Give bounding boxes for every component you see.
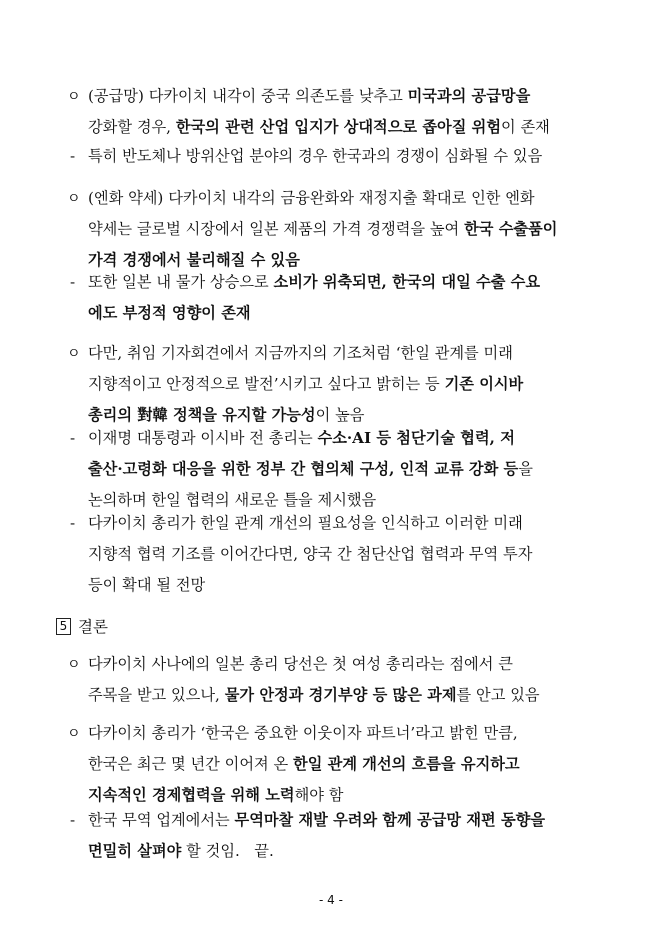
text-span: 다카이치 총리가 한일 관계 개선의 필요성을 인식하고 이러한 미래 — [88, 514, 523, 532]
text-span: 한국은 최근 몇 년간 이어져 온 — [88, 755, 294, 773]
text-line — [66, 748, 626, 779]
text-line — [66, 266, 626, 297]
text-line — [66, 368, 626, 399]
text-span: 이 높음 — [315, 406, 365, 424]
text-span: 이 존재 — [501, 118, 550, 136]
text-span: 강화할 경우, — [88, 118, 176, 136]
text-span: 를 안고 있음 — [456, 686, 540, 704]
text-line — [66, 213, 626, 244]
text-span: 해야 함 — [294, 786, 344, 804]
text-span: 을 — [518, 460, 533, 478]
text-line — [66, 453, 626, 484]
paragraph-outlook — [66, 507, 626, 600]
text-span: 주목을 받고 있으나, — [88, 686, 225, 704]
text-span: (엔화 약세) 다카이치 내각의 금융완화와 재정지출 확대로 인한 엔화 — [88, 189, 535, 207]
text-span: 특히 반도체나 방위산업 분야의 경우 한국과의 경쟁이 심화될 수 있음 — [88, 147, 543, 165]
bold-span: 소비가 위축되면, 한국의 대일 수출 수요 — [273, 273, 540, 291]
bold-span: 한국의 관련 산업 입지가 상대적으로 좁아질 위험 — [175, 118, 501, 136]
text-span: 다만, 취임 기자회견에서 지금까지의 기조처럼 ‘한일 관계를 미래 — [88, 344, 513, 362]
bold-span: 무역마찰 재발 우려와 함께 공급망 재편 동향을 — [234, 811, 546, 829]
text-line — [66, 80, 626, 111]
text-line — [66, 804, 626, 835]
text-line — [66, 507, 626, 538]
text-line — [66, 182, 626, 213]
bullet-dash-icon: - — [70, 513, 76, 532]
paragraph-consumption — [66, 266, 626, 328]
text-line — [66, 648, 626, 679]
text-line — [66, 422, 626, 453]
section-heading-conclusion — [56, 614, 108, 638]
text-span: 지향적 협력 기조를 이어간다면, 양국 간 첨단산업 협력과 무역 투자 — [88, 545, 533, 563]
bullet-circle-icon: ㅇ — [67, 725, 81, 742]
text-span: 약세는 글로벌 시장에서 일본 제품의 가격 경쟁력을 높여 — [88, 220, 465, 238]
bullet-dash-icon: - — [70, 146, 76, 165]
bold-span: 기존 이시바 — [444, 375, 524, 393]
text-line — [66, 717, 626, 748]
text-span: 등이 확대 될 전망 — [88, 576, 206, 594]
paragraph-yen-weakness — [66, 182, 626, 275]
text-span: 지향적이고 안정적으로 발전’시키고 싶다고 밝히는 등 — [88, 375, 445, 393]
paragraph-semiconductor — [66, 140, 626, 171]
text-span: 논의하며 한일 협력의 새로운 틀을 제시했음 — [88, 491, 377, 509]
paragraph-conclusion-korea — [66, 717, 626, 810]
paragraph-conclusion-election — [66, 648, 626, 710]
paragraph-supply-chain — [66, 80, 626, 142]
bold-span: 면밀히 살펴야 — [88, 842, 182, 860]
bullet-circle-icon: ㅇ — [67, 656, 81, 673]
text-line — [66, 538, 626, 569]
text-span: 다카이치 사나에의 일본 총리 당선은 첫 여성 총리라는 점에서 큰 — [88, 655, 513, 673]
bold-span: 출산·고령화 대응을 위한 정부 간 협의체 구성, 인적 교류 강화 등 — [88, 460, 519, 478]
text-span: 한국 무역 업계에서는 — [88, 811, 235, 829]
bullet-dash-icon: - — [70, 810, 76, 829]
bold-span: 한일 관계 개선의 흐름을 유지하고 — [293, 755, 520, 773]
bold-span: 수소·AI 등 첨단기술 협력, 저 — [317, 429, 515, 447]
bold-span: 지속적인 경제협력을 위해 노력 — [88, 786, 295, 804]
text-line — [66, 297, 626, 328]
bold-span: 물가 안정과 경기부양 등 많은 과제 — [224, 686, 457, 704]
text-line — [66, 679, 626, 710]
text-line — [66, 140, 626, 171]
section-title: 결론 — [78, 618, 108, 636]
bullet-dash-icon: - — [70, 428, 76, 447]
bullet-circle-icon: ㅇ — [67, 88, 81, 105]
paragraph-conclusion-trade — [66, 804, 626, 866]
bold-span: 총리의 對韓 정책을 유지할 가능성 — [88, 406, 316, 424]
text-span: 할 것임. 끝. — [181, 842, 274, 860]
bold-span: 가격 경쟁에서 불리해질 수 있음 — [88, 251, 300, 269]
bullet-circle-icon: ㅇ — [67, 345, 81, 362]
bold-span: 한국 수출품이 — [464, 220, 558, 238]
bold-span: 에도 부정적 영향이 존재 — [88, 304, 251, 322]
text-span: 또한 일본 내 물가 상승으로 — [88, 273, 274, 291]
bullet-dash-icon: - — [70, 272, 76, 291]
text-span: (공급망) 다카이치 내각이 중국 의존도를 낮추고 — [88, 87, 408, 105]
bullet-circle-icon: ㅇ — [67, 190, 81, 207]
text-span: 이재명 대통령과 이시바 전 총리는 — [88, 429, 318, 447]
text-span: 다카이치 총리가 ‘한국은 중요한 이웃이자 파트너’라고 밝힌 만큼, — [88, 724, 518, 742]
section-number-box: 5 — [56, 618, 71, 635]
text-line — [66, 569, 626, 600]
text-line — [66, 337, 626, 368]
text-line — [66, 111, 626, 142]
bold-span: 미국과의 공급망을 — [407, 87, 531, 105]
page-number: - 4 - — [319, 893, 343, 907]
paragraph-policy-continuity — [66, 337, 626, 430]
paragraph-cooperation-framework — [66, 422, 626, 515]
text-line — [66, 835, 626, 866]
